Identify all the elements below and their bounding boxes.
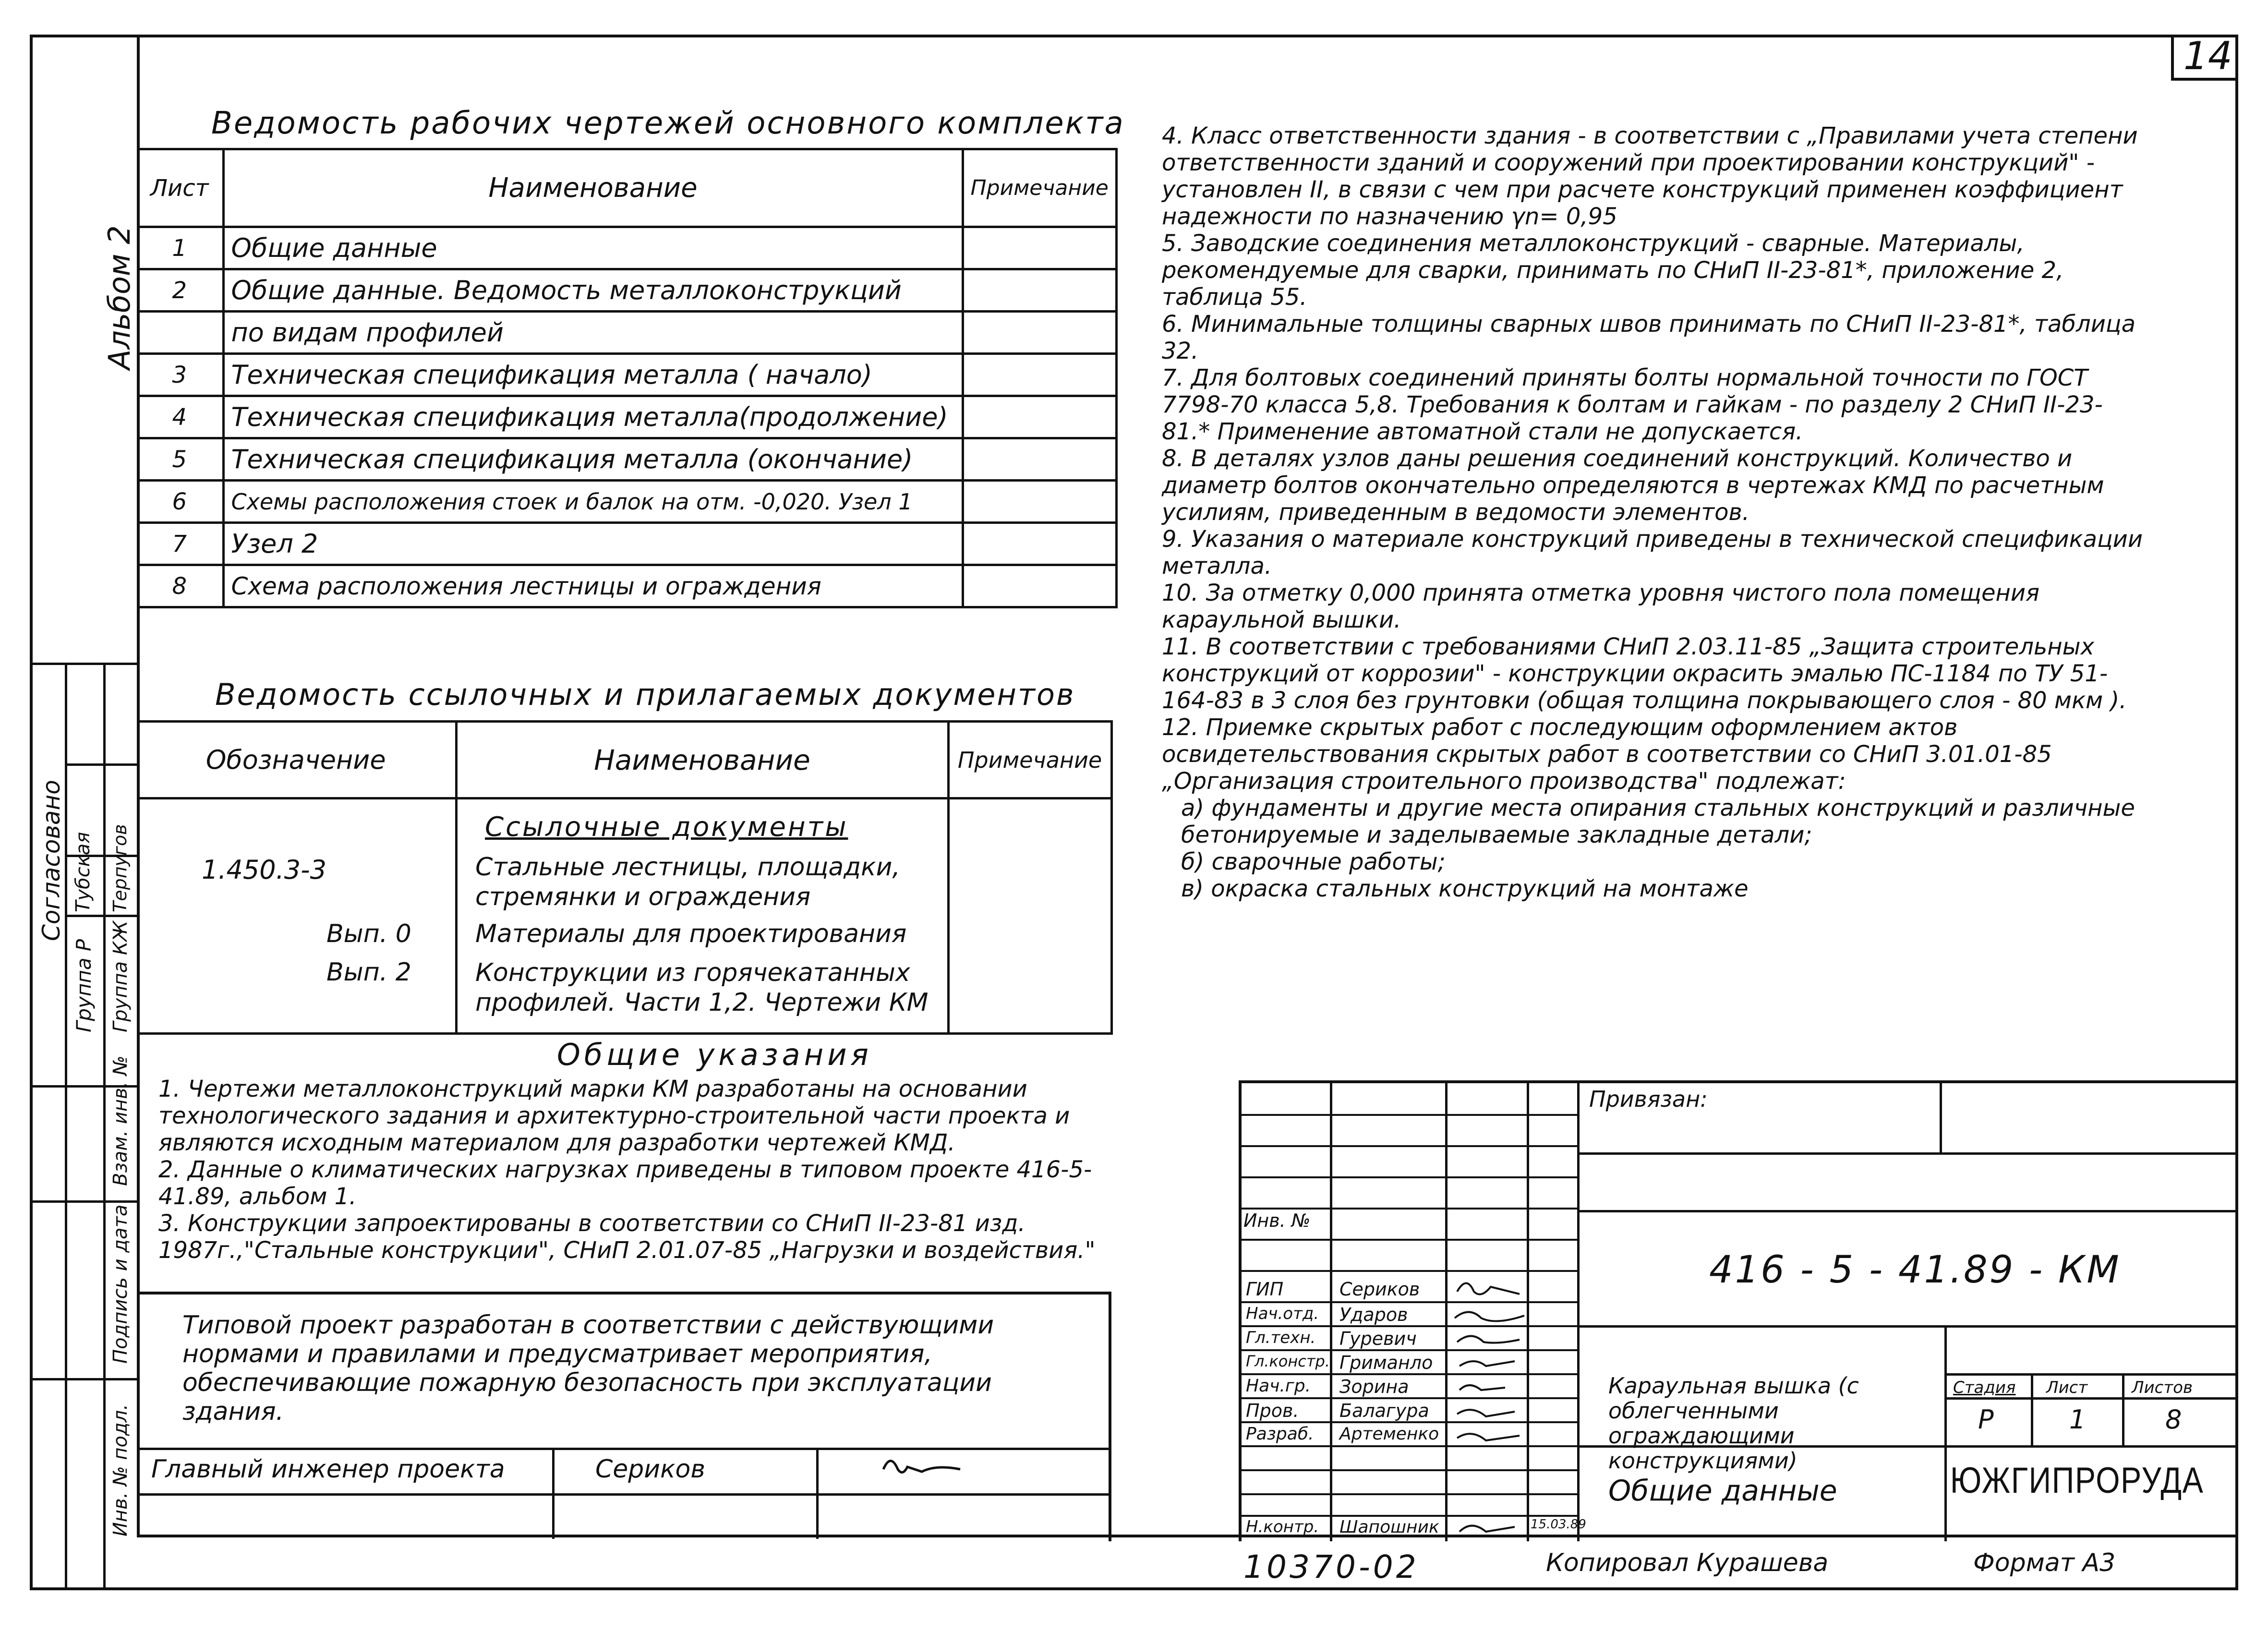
table-row: 3 Техническая спецификация металла ( начало): [137, 354, 1116, 396]
inv-original-label: Инв. № подл.: [109, 1404, 132, 1536]
name-gl-constr: Гриманло: [1339, 1352, 1433, 1373]
general-title: Общие указания: [557, 1037, 872, 1072]
doc-code-2: Вып. 0: [326, 919, 411, 948]
col-code: Обозначение: [137, 722, 456, 798]
role-gip: ГИП: [1246, 1279, 1284, 1300]
inv-label: Инв. №: [1243, 1210, 1311, 1231]
project-code: 416 - 5 - 41.89 - КМ: [1709, 1248, 2121, 1292]
right-note-9: 9. Указания о материале конструкций приведены в технической спецификации металла.: [1162, 526, 2143, 580]
name-nach-otd: Ударов: [1339, 1304, 1408, 1325]
attached-label: Привязан:: [1589, 1086, 1708, 1112]
right-note-6: 6. Минимальные толщины сварных швов принимать по СНиП II-23-81*, таблица 32.: [1162, 311, 2135, 364]
group2-name: Терпугов: [109, 824, 131, 912]
album-label: Альбом 2: [102, 225, 137, 370]
name-prov: Балагура: [1339, 1400, 1429, 1421]
sign-date-label: Подпись и дата: [109, 1204, 132, 1364]
right-note-12c: в) окраска стальных конструкций на монтаже: [1181, 875, 1749, 902]
footer-copied: Копировал Курашева: [1546, 1548, 1829, 1577]
role-prov: Пров.: [1246, 1400, 1299, 1421]
role-gl-constr: Гл.констр.: [1246, 1352, 1330, 1370]
drawings-table: [137, 148, 1118, 608]
role-razrab: Разраб.: [1246, 1424, 1314, 1444]
doc-code-1: 1.450.3-3: [202, 855, 326, 885]
right-note-4: 4. Класс ответственности здания - в соответствии с „Правилами учета степени ответственности зданий и сооружений при проектировании конструкций" - установлен II, в связи с чем при расчете конструкций применен коэффициент надежности по назначению γn= 0,95: [1162, 122, 2138, 230]
approval-date: 15.03.89: [1531, 1517, 1586, 1532]
name-razrab: Артеменко: [1339, 1424, 1439, 1444]
right-note-11: 11. В соответствии с требованиями СНиП 2.03.11-85 „Защита строительных конструкций от коррозии" - конструкции окрасить эмалью ПС-1184 по ТУ 51-164-83 в 3 слоя без грунтовки (общая толщина покрывающего слоя - 80 мкм ).: [1162, 633, 2127, 714]
right-note-12: 12. Приемке скрытых работ с последующим оформлением актов освидетельствования скрытых работ в соответствии со СНиП 3.01.01-85 „Организация строительного производства" подлежат:: [1162, 714, 2052, 795]
table-row: 4 Техническая спецификация металла(продолжение): [137, 396, 1116, 438]
right-note-8: 8. В деталях узлов даны решения соединений конструкций. Количество и диаметр болтов окончательно определяются в чертежах КМД по расчетным усилиям, приведенным в ведомости элементов.: [1162, 445, 2104, 526]
role-nach-otd: Нач.отд.: [1246, 1304, 1319, 1323]
footer-format: Формат А3: [1973, 1548, 2116, 1577]
table-row: 2 Общие данные. Ведомость металлоконструкций: [137, 269, 1116, 312]
role-nach-gr: Нач.гр.: [1246, 1376, 1311, 1396]
sheet-value: 1: [2069, 1404, 2086, 1435]
name-nach-gr: Зорина: [1339, 1376, 1409, 1397]
right-note-12b: б) сварочные работы;: [1181, 848, 1446, 875]
right-note-12a: а) фундаменты и другие места опирания стальных конструкций и различные бетонируемые и заделываемые закладные детали;: [1181, 795, 2135, 848]
general-note-1: 1. Чертежи металлоконструкций марки КМ разработаны на основании технологического задания и архитектурно-строительной части проекта и являются исходным материалом для разработки чертежей КМД.: [158, 1076, 1070, 1156]
table-row: 1 Общие данные: [137, 227, 1116, 269]
general-note-2: 2. Данные о климатических нагрузках приведены в типовом проекте 416-5-41.89, альбом 1.: [158, 1156, 1092, 1210]
role-gl-tech: Гл.техн.: [1246, 1328, 1316, 1347]
group1-label: Группа Р: [72, 939, 96, 1032]
col-name: Наименование: [456, 722, 948, 798]
docs-section: Ссылочные документы: [485, 811, 848, 843]
docs-list-title: Ведомость ссылочных и прилагаемых документов: [215, 677, 1075, 712]
inv-replaced-label: Взам. инв. №: [109, 1055, 132, 1186]
col-sheet: Лист: [137, 149, 223, 227]
name-gl-tech: Гуревич: [1339, 1328, 1417, 1349]
signatures-icon: [1448, 1272, 1529, 1541]
col-name: Наименование: [223, 149, 963, 227]
group2-label: Группа КЖ: [109, 920, 132, 1032]
doc-code-3: Вып. 2: [326, 958, 411, 987]
col-note: Примечание: [948, 722, 1111, 798]
table-row: по видам профилей: [137, 312, 1116, 354]
footer-number: 10370-02: [1243, 1548, 1419, 1585]
fire-statement: Типовой проект разработан в соответствии с действующими нормами и правилами и предусматривает мероприятия, обеспечивающие пожарную безопасность при эксплуатации здания.: [182, 1311, 994, 1426]
table-row: 5 Техническая спецификация металла (окончание): [137, 438, 1116, 481]
chief-engineer-signature: [879, 1450, 965, 1491]
signature-icon: [879, 1450, 965, 1484]
drawings-list-title: Ведомость рабочих чертежей основного комплекта: [211, 106, 1125, 141]
chief-engineer-name: Сериков: [595, 1455, 705, 1484]
right-note-10: 10. За отметку 0,000 принята отметка уровня чистого пола помещения караульной вышки.: [1162, 580, 2039, 633]
right-note-7: 7. Для болтовых соединений приняты болты нормальной точности по ГОСТ 7798-70 класса 5,8. Требования к болтам и гайкам - по разделу 2 СНиП II-23-81.* Применение автоматной стали не допускается.: [1162, 364, 2103, 445]
sheet-number: 14: [2184, 34, 2232, 78]
doc-name-2: Материалы для проектирования: [475, 919, 907, 948]
sheets-value: 8: [2165, 1404, 2182, 1435]
stage-value: Р: [1978, 1404, 1994, 1435]
role-n-kontr: Н.контр.: [1246, 1517, 1319, 1536]
sheets-header: Листов: [2132, 1378, 2193, 1397]
object-name: Караульная вышка (с облегченными ограждающими конструкциями): [1608, 1373, 1859, 1474]
stage-header: Стадия: [1953, 1378, 2016, 1397]
doc-name-1: Стальные лестницы, площадки, стремянки и ограждения: [475, 853, 900, 911]
col-note: Примечание: [963, 149, 1116, 227]
general-notes: [158, 1076, 1114, 1264]
right-notes: [1162, 122, 2151, 902]
org-name: ЮЖГИПРОРУДА: [1950, 1460, 2204, 1501]
chief-engineer-label: Главный инженер проекта: [151, 1455, 505, 1484]
name-n-kontr: Шапошник: [1339, 1517, 1439, 1537]
right-note-5: 5. Заводские соединения металлоконструкций - сварные. Материалы, рекомендуемые для сварки, принимать по СНиП II-23-81*, приложение 2, таблица 55.: [1162, 230, 2064, 311]
sheet-name: Общие данные: [1608, 1474, 1837, 1508]
name-gip: Сериков: [1339, 1279, 1420, 1300]
sheet-header: Лист: [2046, 1378, 2088, 1397]
table-row: 8 Схема расположения лестницы и ограждения: [137, 565, 1116, 607]
general-note-3: 3. Конструкции запроектированы в соответствии со СНиП II-23-81 изд. 1987г.,"Стальные конструкции", СНиП 2.01.07-85 „Нагрузки и воздействия.": [158, 1210, 1096, 1264]
table-row: 6 Схемы расположения стоек и балок на отм. -0,020. Узел 1: [137, 481, 1116, 523]
agreed-label: Согласовано: [37, 780, 65, 941]
table-row: 7 Узел 2: [137, 523, 1116, 565]
group1-name: Тубская: [72, 832, 94, 912]
doc-name-3: Конструкции из горячекатанных профилей. Части 1,2. Чертежи КМ: [475, 958, 929, 1017]
